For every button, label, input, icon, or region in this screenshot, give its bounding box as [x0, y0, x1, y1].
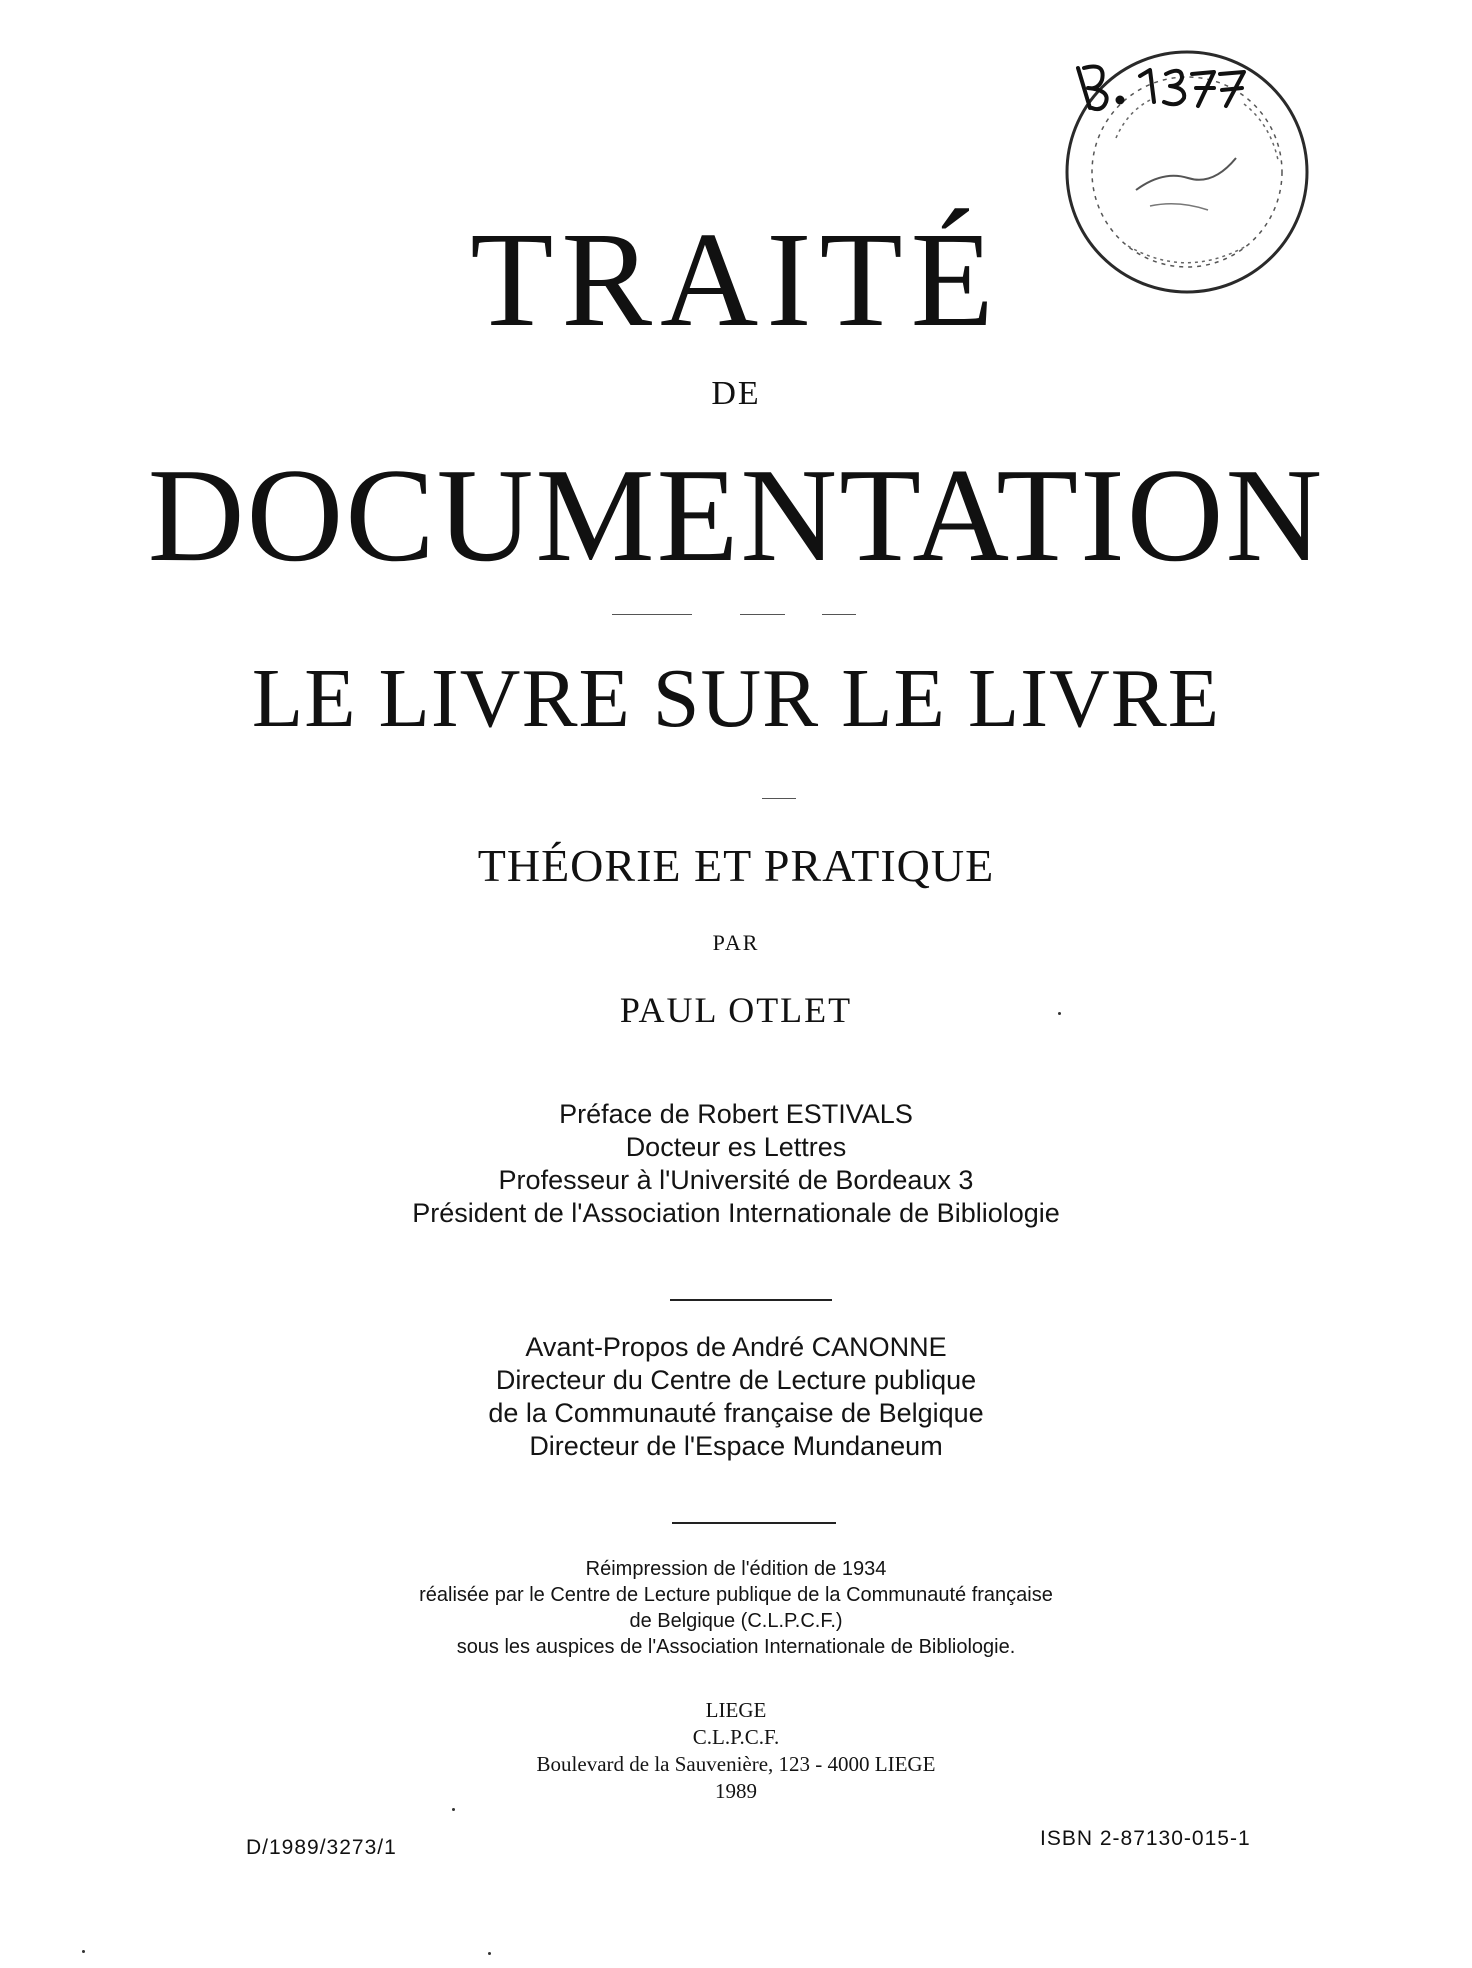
legal-deposit: D/1989/3273/1 [246, 1836, 397, 1859]
decorative-dash [612, 614, 692, 615]
scan-speck [488, 1952, 491, 1955]
avant-propos-line: de la Communauté française de Belgique [488, 1398, 984, 1428]
divider [670, 1299, 832, 1301]
author-name: PAUL OTLET [619, 990, 853, 1030]
decorative-dash [762, 798, 796, 799]
isbn: ISBN 2-87130-015-1 [1040, 1827, 1251, 1850]
reprint-line: sous les auspices de l'Association Internationale de Bibliologie. [456, 1636, 1016, 1658]
preface-line: Préface de Robert ESTIVALS [559, 1099, 913, 1129]
avant-propos-block [0, 1331, 1472, 1463]
title-traite: TRAITÉ [470, 205, 1002, 355]
preface-block [0, 1098, 1472, 1230]
scan-speck [452, 1808, 455, 1811]
decorative-dash [822, 614, 856, 615]
preface-line: Docteur es Lettres [625, 1132, 847, 1162]
by-label: PAR [712, 930, 760, 955]
title-documentation: DOCUMENTATION [147, 441, 1325, 589]
title-de: DE [711, 375, 761, 412]
decorative-dash [740, 614, 785, 615]
publisher-block [0, 1697, 1472, 1805]
preface-line: Professeur à l'Université de Bordeaux 3 [498, 1165, 974, 1195]
publisher-name: C.L.P.C.F. [692, 1725, 780, 1749]
avant-propos-line: Avant-Propos de André CANONNE [525, 1332, 947, 1362]
subtitle-theory: THÉORIE ET PRATIQUE [477, 840, 995, 891]
publisher-city: LIEGE [705, 1698, 767, 1722]
preface-line: Président de l'Association Internationale de Bibliologie [412, 1198, 1060, 1228]
scan-speck [82, 1950, 85, 1953]
reprint-line: Réimpression de l'édition de 1934 [585, 1558, 887, 1580]
reprint-line: de Belgique (C.L.P.C.F.) [629, 1610, 843, 1632]
avant-propos-line: Directeur du Centre de Lecture publique [495, 1365, 977, 1395]
reprint-note [0, 1556, 1472, 1660]
divider [672, 1522, 836, 1524]
avant-propos-line: Directeur de l'Espace Mundaneum [529, 1431, 943, 1461]
scan-speck [1058, 1012, 1061, 1015]
reprint-line: réalisée par le Centre de Lecture publique de la Communauté française [419, 1584, 1053, 1606]
publication-year: 1989 [715, 1779, 757, 1803]
publisher-address: Boulevard de la Sauvenière, 123 - 4000 LIEGE [536, 1752, 936, 1776]
subtitle: LE LIVRE SUR LE LIVRE [251, 652, 1221, 745]
